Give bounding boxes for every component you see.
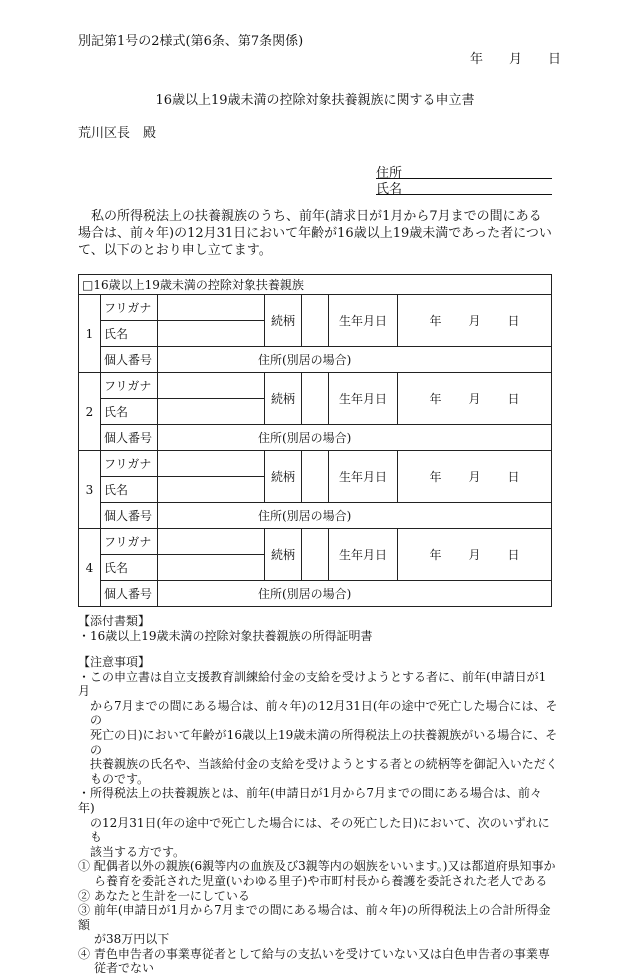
- birthdate-input[interactable]: 年 月 日: [398, 373, 552, 425]
- row-number: 4: [79, 529, 101, 607]
- date-month-label: 月: [509, 52, 523, 67]
- mynumber-label: 個人番号: [101, 425, 158, 451]
- furigana-input[interactable]: [158, 373, 265, 399]
- notes-bullet-line: 該当する方です。: [90, 844, 186, 859]
- date-year-label: 年: [470, 52, 484, 67]
- dependent-row: [79, 529, 552, 555]
- intro-paragraph: [78, 208, 552, 259]
- condition-line: ③ 前年(申請日が1月から7月までの間にある場合は、前々年)の所得税法上の合計所得金額: [78, 903, 551, 932]
- notes-bullet-line: ものです。: [90, 771, 150, 786]
- notes-section: [78, 655, 558, 976]
- form-id: 別記第1号の2様式(第6条、第7条関係): [78, 34, 304, 49]
- date-day-label: 日: [548, 52, 562, 67]
- attachments-heading: 【添付書類】: [78, 614, 151, 628]
- dependent-row: [79, 295, 552, 321]
- applicant-address-label: 住所: [376, 166, 403, 181]
- name-input[interactable]: [158, 321, 265, 347]
- mynumber-label: 個人番号: [101, 347, 158, 373]
- page-title: 16歳以上19歳未満の控除対象扶養親族に関する申立書: [155, 93, 475, 108]
- relation-input[interactable]: [302, 529, 329, 581]
- attachments-section: [78, 614, 558, 643]
- relation-input[interactable]: [302, 373, 329, 425]
- condition-line: ② あなたと生計を一にしている: [78, 888, 250, 903]
- mynumber-label: 個人番号: [101, 503, 158, 529]
- name-input[interactable]: [158, 399, 265, 425]
- furigana-label: フリガナ: [101, 529, 158, 555]
- notes-heading: 【注意事項】: [78, 655, 151, 669]
- relation-input[interactable]: [302, 295, 329, 347]
- relation-label: 続柄: [265, 295, 302, 347]
- applicant-name-label: 氏名: [376, 182, 403, 197]
- birthdate-label: 生年月日: [329, 295, 398, 347]
- relation-label: 続柄: [265, 451, 302, 503]
- dependents-table: [78, 274, 552, 607]
- relation-label: 続柄: [265, 529, 302, 581]
- birthdate-input[interactable]: 年 月 日: [398, 529, 552, 581]
- name-label: 氏名: [101, 399, 158, 425]
- birthdate-label: 生年月日: [329, 529, 398, 581]
- furigana-input[interactable]: [158, 451, 265, 477]
- table-header: □16歳以上19歳未満の控除対象扶養親族: [79, 275, 552, 295]
- address-label: 住所(別居の場合): [258, 509, 352, 523]
- address-label: 住所(別居の場合): [258, 431, 352, 445]
- intro-line: て、以下のとおり申し立てます。: [78, 243, 272, 258]
- condition-line: ら養育を委託された児童(いわゆる里子)や市町村長から養護を委託された老人である: [94, 873, 548, 888]
- notes-bullet-line: ・この申立書は自立支援教育訓練給付金の支給を受けようとする者に、前年(申請日が1月: [78, 669, 547, 699]
- furigana-label: フリガナ: [101, 373, 158, 399]
- mynumber-address-cell[interactable]: [158, 425, 552, 451]
- notes-bullet-line: 死亡の日)において年齢が16歳以上19歳未満の所得税法上の扶養親族がいる場合に、その: [90, 727, 558, 757]
- intro-line: 私の所得税法上の扶養親族のうち、前年(請求日が1月から7月までの間にある: [91, 209, 542, 224]
- relation-input[interactable]: [302, 451, 329, 503]
- furigana-input[interactable]: [158, 295, 265, 321]
- notes-bullet-line: の12月31日(年の途中で死亡した場合には、その死亡した日)において、次のいずれにも: [90, 815, 550, 845]
- row-number: 1: [79, 295, 101, 373]
- name-label: 氏名: [101, 555, 158, 581]
- relation-label: 続柄: [265, 373, 302, 425]
- name-input[interactable]: [158, 555, 265, 581]
- furigana-input[interactable]: [158, 529, 265, 555]
- applicant-name-field[interactable]: [376, 194, 552, 195]
- notes-bullet-line: ・所得税法上の扶養親族とは、前年(申請日が1月から7月までの間にある場合は、前々年): [78, 786, 542, 815]
- mynumber-address-cell[interactable]: [158, 503, 552, 529]
- name-label: 氏名: [101, 321, 158, 347]
- mynumber-address-cell[interactable]: [158, 581, 552, 607]
- attachment-item: ・16歳以上19歳未満の控除対象扶養親族の所得証明書: [78, 628, 373, 643]
- addressee: 荒川区長 殿: [78, 126, 157, 141]
- name-label: 氏名: [101, 477, 158, 503]
- name-input[interactable]: [158, 477, 265, 503]
- birthdate-label: 生年月日: [329, 451, 398, 503]
- intro-line: 場合は、前々年)の12月31日において年齢が16歳以上19歳未満であった者につい: [78, 226, 552, 241]
- row-number: 3: [79, 451, 101, 529]
- applicant-address-field[interactable]: [376, 178, 552, 179]
- condition-line: ① 配偶者以外の親族(6親等内の血族及び3親等内の姻族をいいます。)又は都道府県知事か: [78, 859, 556, 874]
- dependent-row: [79, 451, 552, 477]
- notes-bullet-line: から7月までの間にある場合は、前々年)の12月31日(年の途中で死亡した場合には、その: [90, 698, 558, 728]
- furigana-label: フリガナ: [101, 451, 158, 477]
- address-label: 住所(別居の場合): [258, 353, 352, 367]
- notes-bullet-line: 扶養親族の氏名や、当該給付金の支給を受けようとする者との続柄等を御記入いただく: [90, 757, 558, 772]
- birthdate-input[interactable]: 年 月 日: [398, 451, 552, 503]
- date-line: [470, 52, 561, 68]
- birthdate-label: 生年月日: [329, 373, 398, 425]
- condition-line: ④ 青色申告者の事業専従者として給与の支払いを受けていない又は白色申告者の事業専: [78, 946, 550, 961]
- mynumber-address-cell[interactable]: [158, 347, 552, 373]
- mynumber-label: 個人番号: [101, 581, 158, 607]
- dependent-row: [79, 373, 552, 399]
- condition-line: 従者でない: [94, 961, 155, 976]
- row-number: 2: [79, 373, 101, 451]
- condition-line: が38万円以下: [94, 932, 170, 947]
- furigana-label: フリガナ: [101, 295, 158, 321]
- birthdate-input[interactable]: 年 月 日: [398, 295, 552, 347]
- address-label: 住所(別居の場合): [258, 587, 352, 601]
